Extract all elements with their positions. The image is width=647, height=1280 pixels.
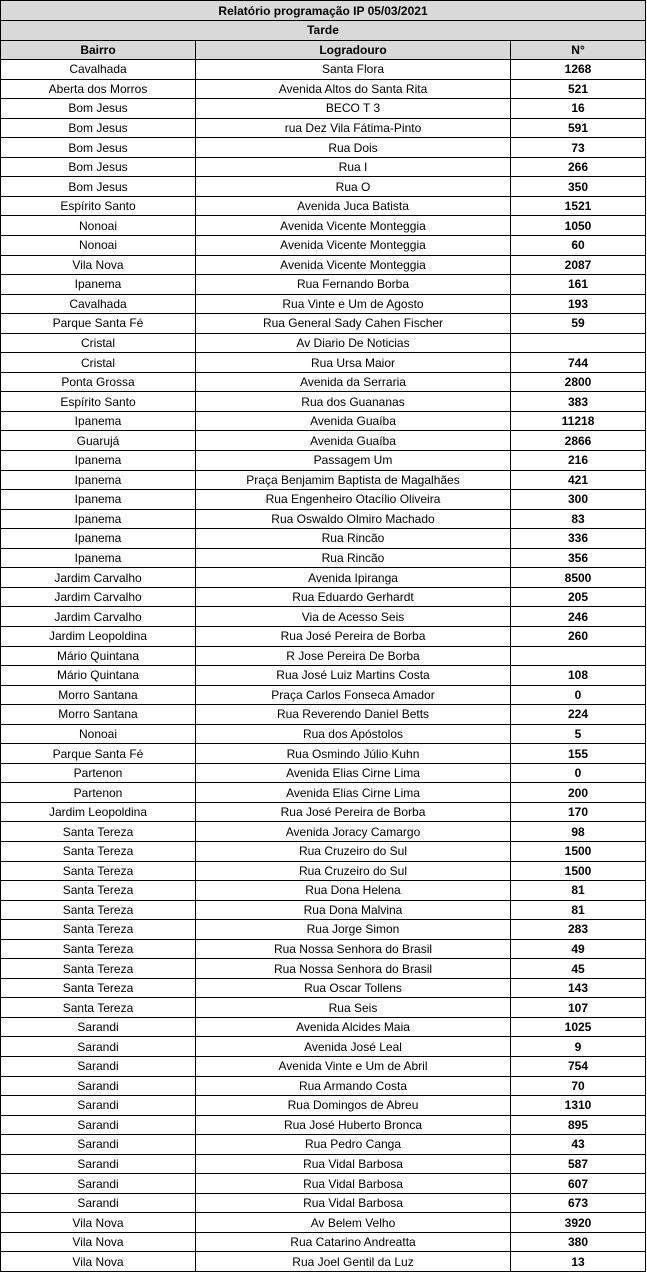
logradouro-cell: Avenida Vicente Monteggia xyxy=(196,255,511,275)
numero-cell: 1310 xyxy=(511,1096,646,1116)
bairro-cell: Santa Tereza xyxy=(1,881,196,901)
bairro-cell: Ipanema xyxy=(1,509,196,529)
table-row xyxy=(1,548,646,568)
bairro-cell: Ipanema xyxy=(1,529,196,549)
bairro-cell: Santa Tereza xyxy=(1,841,196,861)
logradouro-cell: Avenida Altos do Santa Rita xyxy=(196,79,511,99)
table-row xyxy=(1,626,646,646)
column-header-logradouro: Logradouro xyxy=(196,40,511,60)
table-row xyxy=(1,236,646,256)
table-row xyxy=(1,79,646,99)
table-row xyxy=(1,1076,646,1096)
bairro-cell: Mário Quintana xyxy=(1,666,196,686)
logradouro-cell: Avenida Ipiranga xyxy=(196,568,511,588)
numero-cell: 1268 xyxy=(511,60,646,80)
bairro-cell: Santa Tereza xyxy=(1,939,196,959)
logradouro-cell: Avenida Elias Cirne Lima xyxy=(196,783,511,803)
shift-row xyxy=(1,21,646,41)
bairro-cell: Vila Nova xyxy=(1,1252,196,1272)
bairro-cell: Cavalhada xyxy=(1,60,196,80)
table-row xyxy=(1,978,646,998)
bairro-cell: Cristal xyxy=(1,333,196,353)
table-row xyxy=(1,959,646,979)
logradouro-cell: Via de Acesso Seis xyxy=(196,607,511,627)
table-row xyxy=(1,939,646,959)
bairro-cell: Santa Tereza xyxy=(1,900,196,920)
bairro-cell: Sarandi xyxy=(1,1154,196,1174)
table-row xyxy=(1,763,646,783)
numero-cell: 8500 xyxy=(511,568,646,588)
numero-cell: 1521 xyxy=(511,196,646,216)
table-row xyxy=(1,196,646,216)
logradouro-cell: Rua Catarino Andreatta xyxy=(196,1232,511,1252)
bairro-cell: Jardim Carvalho xyxy=(1,587,196,607)
numero-cell: 0 xyxy=(511,763,646,783)
numero-cell: 2800 xyxy=(511,372,646,392)
numero-cell: 2087 xyxy=(511,255,646,275)
table-row xyxy=(1,216,646,236)
table-row xyxy=(1,1037,646,1057)
bairro-cell: Ipanema xyxy=(1,411,196,431)
table-row xyxy=(1,1115,646,1135)
bairro-cell: Cristal xyxy=(1,353,196,373)
logradouro-cell: Avenida da Serraria xyxy=(196,372,511,392)
numero-cell: 336 xyxy=(511,529,646,549)
numero-cell: 161 xyxy=(511,275,646,295)
table-row xyxy=(1,314,646,334)
numero-cell: 59 xyxy=(511,314,646,334)
bairro-cell: Bom Jesus xyxy=(1,99,196,119)
numero-cell: 83 xyxy=(511,509,646,529)
table-row xyxy=(1,1154,646,1174)
logradouro-cell: Avenida Guaíba xyxy=(196,431,511,451)
numero-cell: 421 xyxy=(511,470,646,490)
numero-cell: 205 xyxy=(511,587,646,607)
bairro-cell: Guarujá xyxy=(1,431,196,451)
logradouro-cell: Rua Nossa Senhora do Brasil xyxy=(196,959,511,979)
logradouro-cell: Rua I xyxy=(196,157,511,177)
logradouro-cell: BECO T 3 xyxy=(196,99,511,119)
logradouro-cell: Avenida Guaíba xyxy=(196,411,511,431)
numero-cell: 81 xyxy=(511,881,646,901)
bairro-cell: Jardim Leopoldina xyxy=(1,802,196,822)
bairro-cell: Ponta Grossa xyxy=(1,372,196,392)
table-row xyxy=(1,1232,646,1252)
numero-cell: 155 xyxy=(511,744,646,764)
logradouro-cell: Rua Oswaldo Olmiro Machado xyxy=(196,509,511,529)
logradouro-cell: Rua dos Guananas xyxy=(196,392,511,412)
numero-cell: 1025 xyxy=(511,1017,646,1037)
table-row xyxy=(1,1174,646,1194)
numero-cell: 283 xyxy=(511,920,646,940)
bairro-cell: Jardim Carvalho xyxy=(1,568,196,588)
numero-cell: 9 xyxy=(511,1037,646,1057)
bairro-cell: Parque Santa Fé xyxy=(1,744,196,764)
bairro-cell: Santa Tereza xyxy=(1,861,196,881)
table-row xyxy=(1,1056,646,1076)
logradouro-cell: Rua Cruzeiro do Sul xyxy=(196,861,511,881)
logradouro-cell: Passagem Um xyxy=(196,451,511,471)
table-row xyxy=(1,1017,646,1037)
logradouro-cell: Rua General Sady Cahen Fischer xyxy=(196,314,511,334)
numero-cell: 43 xyxy=(511,1135,646,1155)
table-row xyxy=(1,861,646,881)
table-row xyxy=(1,294,646,314)
table-row xyxy=(1,607,646,627)
numero-cell: 45 xyxy=(511,959,646,979)
logradouro-cell: Praça Carlos Fonseca Amador xyxy=(196,685,511,705)
logradouro-cell: Rua Osmindo Júlio Kuhn xyxy=(196,744,511,764)
bairro-cell: Jardim Carvalho xyxy=(1,607,196,627)
table-row xyxy=(1,99,646,119)
numero-cell: 60 xyxy=(511,236,646,256)
table-row xyxy=(1,568,646,588)
numero-cell: 81 xyxy=(511,900,646,920)
numero-cell: 744 xyxy=(511,353,646,373)
table-row xyxy=(1,138,646,158)
logradouro-cell: Rua Rincão xyxy=(196,548,511,568)
bairro-cell: Santa Tereza xyxy=(1,978,196,998)
numero-cell: 11218 xyxy=(511,411,646,431)
bairro-cell: Nonoai xyxy=(1,724,196,744)
logradouro-cell: Rua Engenheiro Otacílio Oliveira xyxy=(196,490,511,510)
numero-cell: 356 xyxy=(511,548,646,568)
table-row xyxy=(1,666,646,686)
bairro-cell: Partenon xyxy=(1,763,196,783)
logradouro-cell: Rua Reverendo Daniel Betts xyxy=(196,705,511,725)
table-row xyxy=(1,744,646,764)
table-row xyxy=(1,802,646,822)
logradouro-cell: Rua Joel Gentil da Luz xyxy=(196,1252,511,1272)
numero-cell: 1500 xyxy=(511,861,646,881)
bairro-cell: Sarandi xyxy=(1,1135,196,1155)
logradouro-cell: Rua José Luiz Martins Costa xyxy=(196,666,511,686)
table-row xyxy=(1,392,646,412)
table-row xyxy=(1,451,646,471)
table-row xyxy=(1,353,646,373)
table-row xyxy=(1,920,646,940)
table-row xyxy=(1,411,646,431)
logradouro-cell: Rua O xyxy=(196,177,511,197)
logradouro-cell: Rua Vidal Barbosa xyxy=(196,1174,511,1194)
table-row xyxy=(1,724,646,744)
numero-cell xyxy=(511,646,646,666)
numero-cell: 300 xyxy=(511,490,646,510)
logradouro-cell: Avenida Juca Batista xyxy=(196,196,511,216)
numero-cell: 266 xyxy=(511,157,646,177)
logradouro-cell: Rua Vinte e Um de Agosto xyxy=(196,294,511,314)
numero-cell: 1500 xyxy=(511,841,646,861)
table-row xyxy=(1,1135,646,1155)
bairro-cell: Ipanema xyxy=(1,490,196,510)
logradouro-cell: Rua Vidal Barbosa xyxy=(196,1154,511,1174)
logradouro-cell: Av Belem Velho xyxy=(196,1213,511,1233)
numero-cell: 521 xyxy=(511,79,646,99)
numero-cell: 5 xyxy=(511,724,646,744)
bairro-cell: Sarandi xyxy=(1,1193,196,1213)
numero-cell: 591 xyxy=(511,118,646,138)
logradouro-cell: Rua Dona Helena xyxy=(196,881,511,901)
numero-cell: 895 xyxy=(511,1115,646,1135)
table-row xyxy=(1,822,646,842)
table-row xyxy=(1,60,646,80)
table-body xyxy=(1,60,646,1272)
table-row xyxy=(1,1213,646,1233)
logradouro-cell: Praça Benjamim Baptista de Magalhães xyxy=(196,470,511,490)
bairro-cell: Cavalhada xyxy=(1,294,196,314)
bairro-cell: Ipanema xyxy=(1,451,196,471)
table-row xyxy=(1,372,646,392)
bairro-cell: Santa Tereza xyxy=(1,920,196,940)
bairro-cell: Sarandi xyxy=(1,1037,196,1057)
bairro-cell: Sarandi xyxy=(1,1017,196,1037)
table-row xyxy=(1,705,646,725)
table-row xyxy=(1,333,646,353)
logradouro-cell: Rua José Huberto Bronca xyxy=(196,1115,511,1135)
numero-cell: 70 xyxy=(511,1076,646,1096)
numero-cell: 0 xyxy=(511,685,646,705)
bairro-cell: Bom Jesus xyxy=(1,177,196,197)
numero-cell: 224 xyxy=(511,705,646,725)
logradouro-cell: Rua Armando Costa xyxy=(196,1076,511,1096)
numero-cell: 260 xyxy=(511,626,646,646)
numero-cell: 13 xyxy=(511,1252,646,1272)
table-row xyxy=(1,529,646,549)
table-row xyxy=(1,509,646,529)
numero-cell: 2866 xyxy=(511,431,646,451)
bairro-cell: Bom Jesus xyxy=(1,157,196,177)
bairro-cell: Morro Santana xyxy=(1,685,196,705)
numero-cell xyxy=(511,333,646,353)
bairro-cell: Partenon xyxy=(1,783,196,803)
logradouro-cell: Rua Domingos de Abreu xyxy=(196,1096,511,1116)
numero-cell: 246 xyxy=(511,607,646,627)
bairro-cell: Ipanema xyxy=(1,275,196,295)
report-title: Relatório programação IP 05/03/2021 xyxy=(1,1,646,21)
numero-cell: 1050 xyxy=(511,216,646,236)
bairro-cell: Sarandi xyxy=(1,1076,196,1096)
numero-cell: 383 xyxy=(511,392,646,412)
table-row xyxy=(1,900,646,920)
bairro-cell: Aberta dos Morros xyxy=(1,79,196,99)
numero-cell: 216 xyxy=(511,451,646,471)
bairro-cell: Espírito Santo xyxy=(1,196,196,216)
bairro-cell: Nonoai xyxy=(1,236,196,256)
table-row xyxy=(1,255,646,275)
table-row xyxy=(1,881,646,901)
logradouro-cell: rua Dez Vila Fátima-Pinto xyxy=(196,118,511,138)
table-row xyxy=(1,1096,646,1116)
bairro-cell: Vila Nova xyxy=(1,1232,196,1252)
bairro-cell: Sarandi xyxy=(1,1174,196,1194)
shift-label: Tarde xyxy=(1,21,646,41)
logradouro-cell: Rua Dois xyxy=(196,138,511,158)
table-row xyxy=(1,470,646,490)
logradouro-cell: R Jose Pereira De Borba xyxy=(196,646,511,666)
bairro-cell: Bom Jesus xyxy=(1,138,196,158)
numero-cell: 380 xyxy=(511,1232,646,1252)
numero-cell: 107 xyxy=(511,998,646,1018)
table-row xyxy=(1,587,646,607)
bairro-cell: Nonoai xyxy=(1,216,196,236)
logradouro-cell: Avenida José Leal xyxy=(196,1037,511,1057)
logradouro-cell: Rua Cruzeiro do Sul xyxy=(196,841,511,861)
column-header-bairro: Bairro xyxy=(1,40,196,60)
bairro-cell: Espírito Santo xyxy=(1,392,196,412)
numero-cell: 98 xyxy=(511,822,646,842)
numero-cell: 673 xyxy=(511,1193,646,1213)
logradouro-cell: Rua Eduardo Gerhardt xyxy=(196,587,511,607)
logradouro-cell: Rua Seis xyxy=(196,998,511,1018)
bairro-cell: Vila Nova xyxy=(1,1213,196,1233)
numero-cell: 587 xyxy=(511,1154,646,1174)
bairro-cell: Jardim Leopoldina xyxy=(1,626,196,646)
bairro-cell: Santa Tereza xyxy=(1,998,196,1018)
bairro-cell: Sarandi xyxy=(1,1115,196,1135)
numero-cell: 49 xyxy=(511,939,646,959)
logradouro-cell: Rua Fernando Borba xyxy=(196,275,511,295)
table-row xyxy=(1,157,646,177)
numero-cell: 200 xyxy=(511,783,646,803)
column-header-numero: N° xyxy=(511,40,646,60)
logradouro-cell: Rua Jorge Simon xyxy=(196,920,511,940)
bairro-cell: Bom Jesus xyxy=(1,118,196,138)
numero-cell: 108 xyxy=(511,666,646,686)
bairro-cell: Sarandi xyxy=(1,1056,196,1076)
bairro-cell: Parque Santa Fé xyxy=(1,314,196,334)
bairro-cell: Morro Santana xyxy=(1,705,196,725)
table-row xyxy=(1,118,646,138)
bairro-cell: Sarandi xyxy=(1,1096,196,1116)
logradouro-cell: Rua Ursa Maior xyxy=(196,353,511,373)
logradouro-cell: Rua José Pereira de Borba xyxy=(196,802,511,822)
logradouro-cell: Avenida Alcides Maia xyxy=(196,1017,511,1037)
table-row xyxy=(1,431,646,451)
table-row xyxy=(1,646,646,666)
logradouro-cell: Avenida Joracy Camargo xyxy=(196,822,511,842)
table-row xyxy=(1,1193,646,1213)
table-row xyxy=(1,998,646,1018)
report-title-row xyxy=(1,1,646,21)
logradouro-cell: Avenida Vinte e Um de Abril xyxy=(196,1056,511,1076)
table-row xyxy=(1,685,646,705)
table-row xyxy=(1,841,646,861)
logradouro-cell: Avenida Vicente Monteggia xyxy=(196,236,511,256)
numero-cell: 143 xyxy=(511,978,646,998)
numero-cell: 350 xyxy=(511,177,646,197)
logradouro-cell: Avenida Elias Cirne Lima xyxy=(196,763,511,783)
logradouro-cell: Rua dos Apóstolos xyxy=(196,724,511,744)
bairro-cell: Ipanema xyxy=(1,470,196,490)
numero-cell: 73 xyxy=(511,138,646,158)
logradouro-cell: Avenida Vicente Monteggia xyxy=(196,216,511,236)
bairro-cell: Mário Quintana xyxy=(1,646,196,666)
table-row xyxy=(1,275,646,295)
logradouro-cell: Rua José Pereira de Borba xyxy=(196,626,511,646)
logradouro-cell: Rua Dona Malvina xyxy=(196,900,511,920)
numero-cell: 16 xyxy=(511,99,646,119)
table-row xyxy=(1,1252,646,1272)
bairro-cell: Vila Nova xyxy=(1,255,196,275)
numero-cell: 193 xyxy=(511,294,646,314)
table-row xyxy=(1,490,646,510)
numero-cell: 170 xyxy=(511,802,646,822)
bairro-cell: Santa Tereza xyxy=(1,822,196,842)
table-row xyxy=(1,177,646,197)
logradouro-cell: Av Diario De Noticias xyxy=(196,333,511,353)
logradouro-cell: Rua Oscar Tollens xyxy=(196,978,511,998)
logradouro-cell: Rua Vidal Barbosa xyxy=(196,1193,511,1213)
logradouro-cell: Rua Pedro Canga xyxy=(196,1135,511,1155)
table-row xyxy=(1,783,646,803)
numero-cell: 607 xyxy=(511,1174,646,1194)
bairro-cell: Ipanema xyxy=(1,548,196,568)
bairro-cell: Santa Tereza xyxy=(1,959,196,979)
numero-cell: 3920 xyxy=(511,1213,646,1233)
logradouro-cell: Rua Rincão xyxy=(196,529,511,549)
numero-cell: 754 xyxy=(511,1056,646,1076)
column-header-row xyxy=(1,40,646,60)
logradouro-cell: Rua Nossa Senhora do Brasil xyxy=(196,939,511,959)
logradouro-cell: Santa Flora xyxy=(196,60,511,80)
